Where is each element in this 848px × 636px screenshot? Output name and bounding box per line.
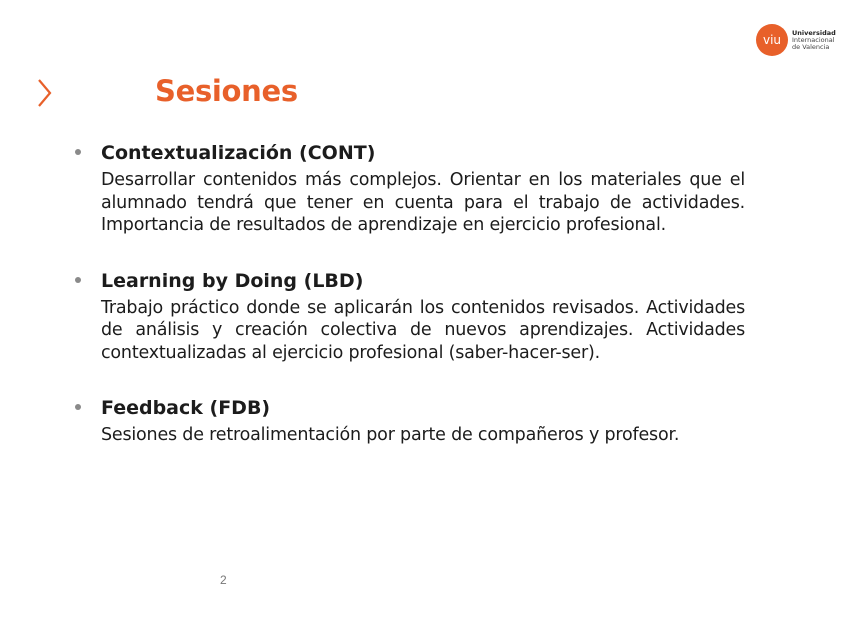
item-heading: Learning by Doing (LBD) (101, 269, 364, 292)
bullet-icon (75, 277, 81, 283)
logo-line-3: de Valencia (792, 42, 830, 51)
item-heading: Feedback (FDB) (101, 397, 271, 419)
logo-wordmark (792, 30, 836, 51)
session-list (73, 141, 745, 447)
logo-mark: viu (756, 24, 788, 56)
item-heading: Contextualización (CONT) (101, 142, 376, 164)
logo-line-2: Internacional (792, 35, 835, 44)
list-item (73, 141, 745, 237)
item-description: Trabajo práctico donde se aplicarán los contenidos revisados. Actividades de análisis y creación colectiva de nuevos aprendizajes. Actividades contextualizadas al ejercicio profesional (saber-hacer-ser). (101, 297, 745, 363)
logo-line-1: Universidad (792, 28, 836, 37)
university-logo (756, 20, 836, 60)
item-description: Desarrollar contenidos más complejos. Orientar en los materiales que el alumnado tendrá que tener en cuenta para el trabajo de actividades. Importancia de resultados de aprendizaje en ejercicio profesional. (101, 170, 745, 235)
item-description: Sesiones de retroalimentación por parte de compañeros y profesor. (101, 425, 680, 445)
bullet-icon (75, 149, 81, 155)
slide-title: Sesiones (155, 74, 298, 108)
list-item (73, 396, 745, 447)
page-number: 2 (220, 573, 227, 587)
bullet-icon (75, 404, 81, 410)
chevron-right-icon (37, 78, 53, 108)
list-item (73, 269, 745, 365)
